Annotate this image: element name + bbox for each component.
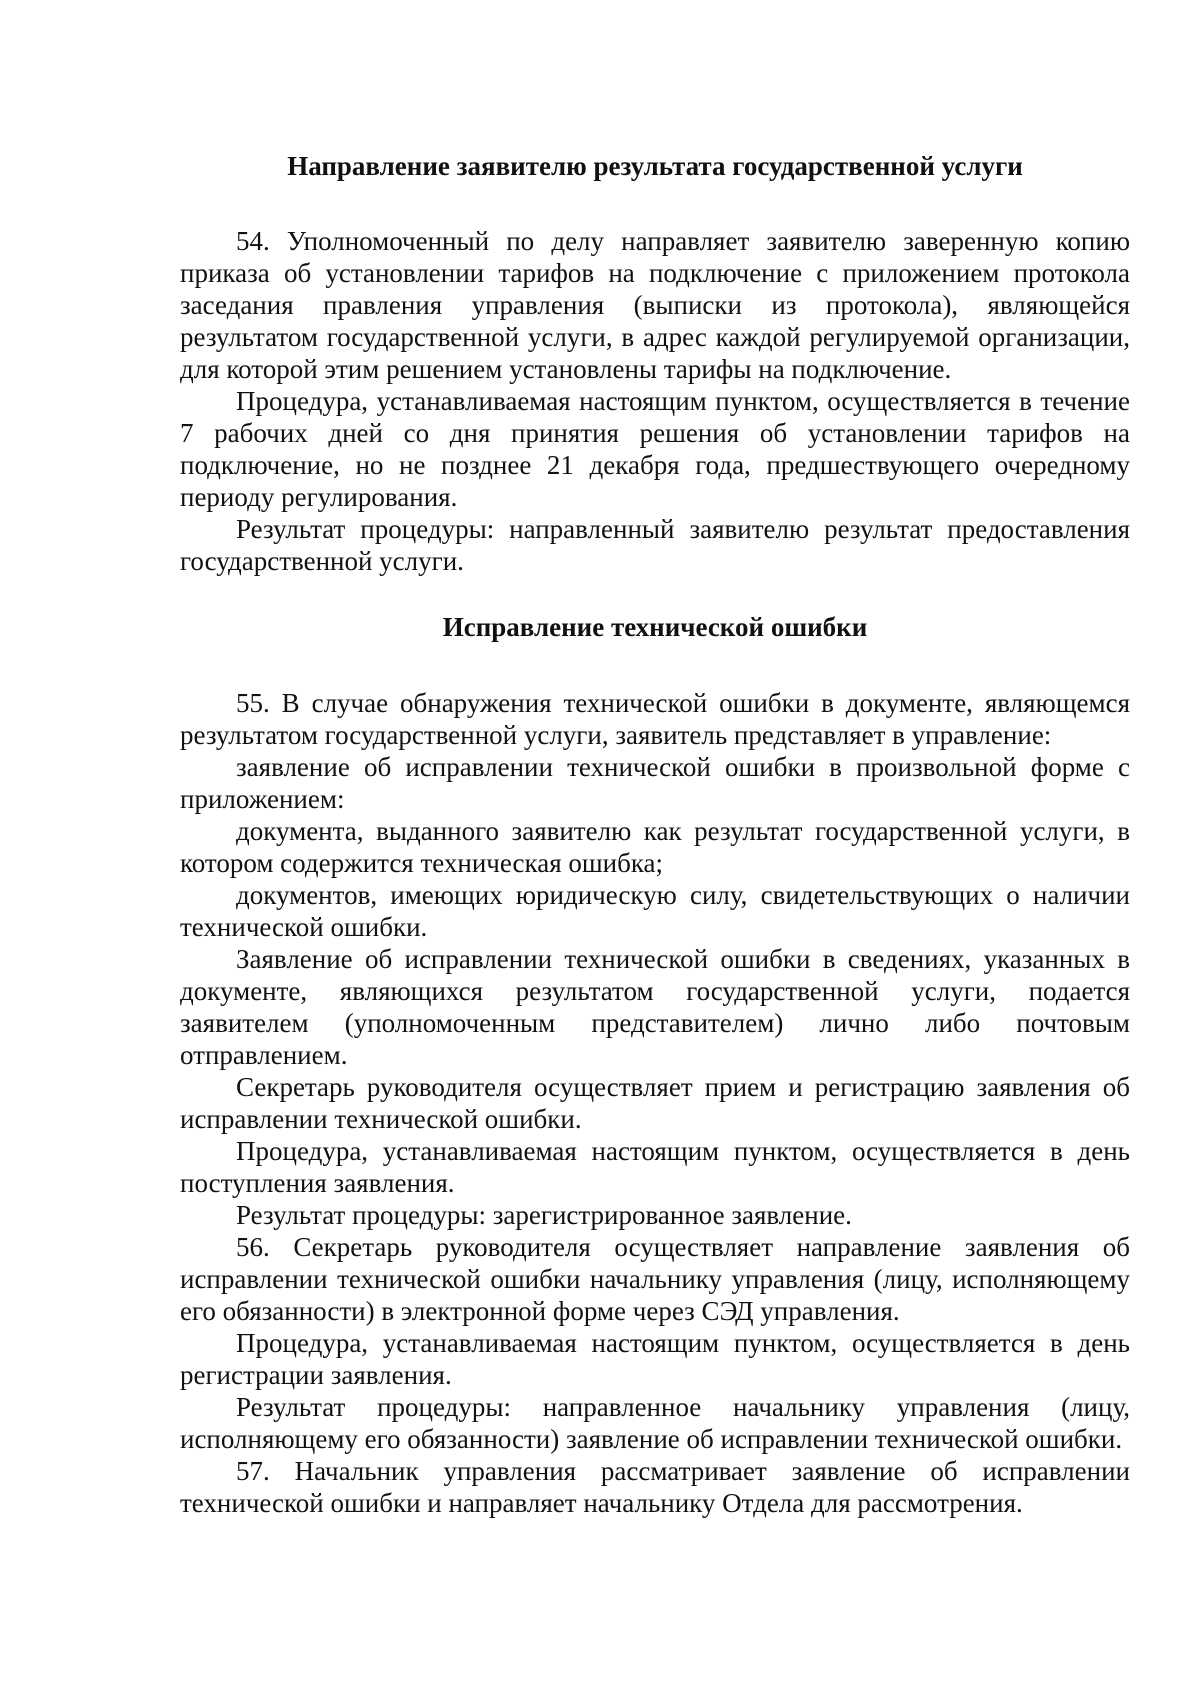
section-heading-result-delivery: Направление заявителю результата государственной услуги: [287, 151, 1023, 181]
section-heading-technical-error: Исправление технической ошибки: [442, 612, 868, 642]
paragraph-56-procedure: Процедура, устанавливаемая настоящим пунктом, осуществляется в день регистрации заявления.: [180, 1328, 1130, 1390]
paragraph-56-result: Результат процедуры: направленное начальнику управления (лицу, исполняющему его обязанности) заявление об исправлении технической ошибки.: [180, 1392, 1130, 1454]
paragraph-55-registration: Секретарь руководителя осуществляет прием и регистрацию заявления об исправлении технической ошибки.: [180, 1072, 1130, 1134]
paragraph-55-evidence: документов, имеющих юридическую силу, свидетельствующих о наличии технической ошибки.: [180, 880, 1130, 942]
paragraph-54: 54. Уполномоченный по делу направляет заявителю заверенную копию приказа об установлении тарифов на подключение с приложением протокола заседания правления управления (выписки из протокола), являющейся результатом государственной услуги, в адрес каждой регулируемой организации, для которой этим решением установлены тарифы на подключение.: [180, 226, 1130, 384]
paragraph-55: 55. В случае обнаружения технической ошибки в документе, являющемся результатом государственной услуги, заявитель представляет в управление:: [180, 688, 1130, 750]
paragraph-54-procedure: Процедура, устанавливаемая настоящим пунктом, осуществляется в течение 7 рабочих дней со дня принятия решения об установлении тарифов на подключение, но не позднее 21 декабря года, предшествующего очередному периоду регулирования.: [180, 386, 1130, 512]
paragraph-55-submission: Заявление об исправлении технической ошибки в сведениях, указанных в документе, являющихся результатом государственной услуги, подается заявителем (уполномоченным представителем) лично либо почтовым отправлением.: [180, 944, 1130, 1070]
paragraph-54-result: Результат процедуры: направленный заявителю результат предоставления государственной услуги.: [180, 514, 1130, 576]
document-body: [180, 150, 1130, 1519]
paragraph-55-document: документа, выданного заявителю как результат государственной услуги, в котором содержится техническая ошибка;: [180, 816, 1130, 878]
paragraph-55-result: Результат процедуры: зарегистрированное заявление.: [236, 1200, 852, 1230]
paragraph-57: 57. Начальник управления рассматривает заявление об исправлении технической ошибки и направляет начальнику Отдела для рассмотрения.: [180, 1456, 1130, 1518]
paragraph-55-procedure: Процедура, устанавливаемая настоящим пунктом, осуществляется в день поступления заявления.: [180, 1136, 1130, 1198]
paragraph-56: 56. Секретарь руководителя осуществляет направление заявления об исправлении технической ошибки начальнику управления (лицу, исполняющему его обязанности) в электронной форме через СЭД управления.: [180, 1232, 1130, 1326]
paragraph-55-application: заявление об исправлении технической ошибки в произвольной форме с приложением:: [180, 752, 1130, 814]
